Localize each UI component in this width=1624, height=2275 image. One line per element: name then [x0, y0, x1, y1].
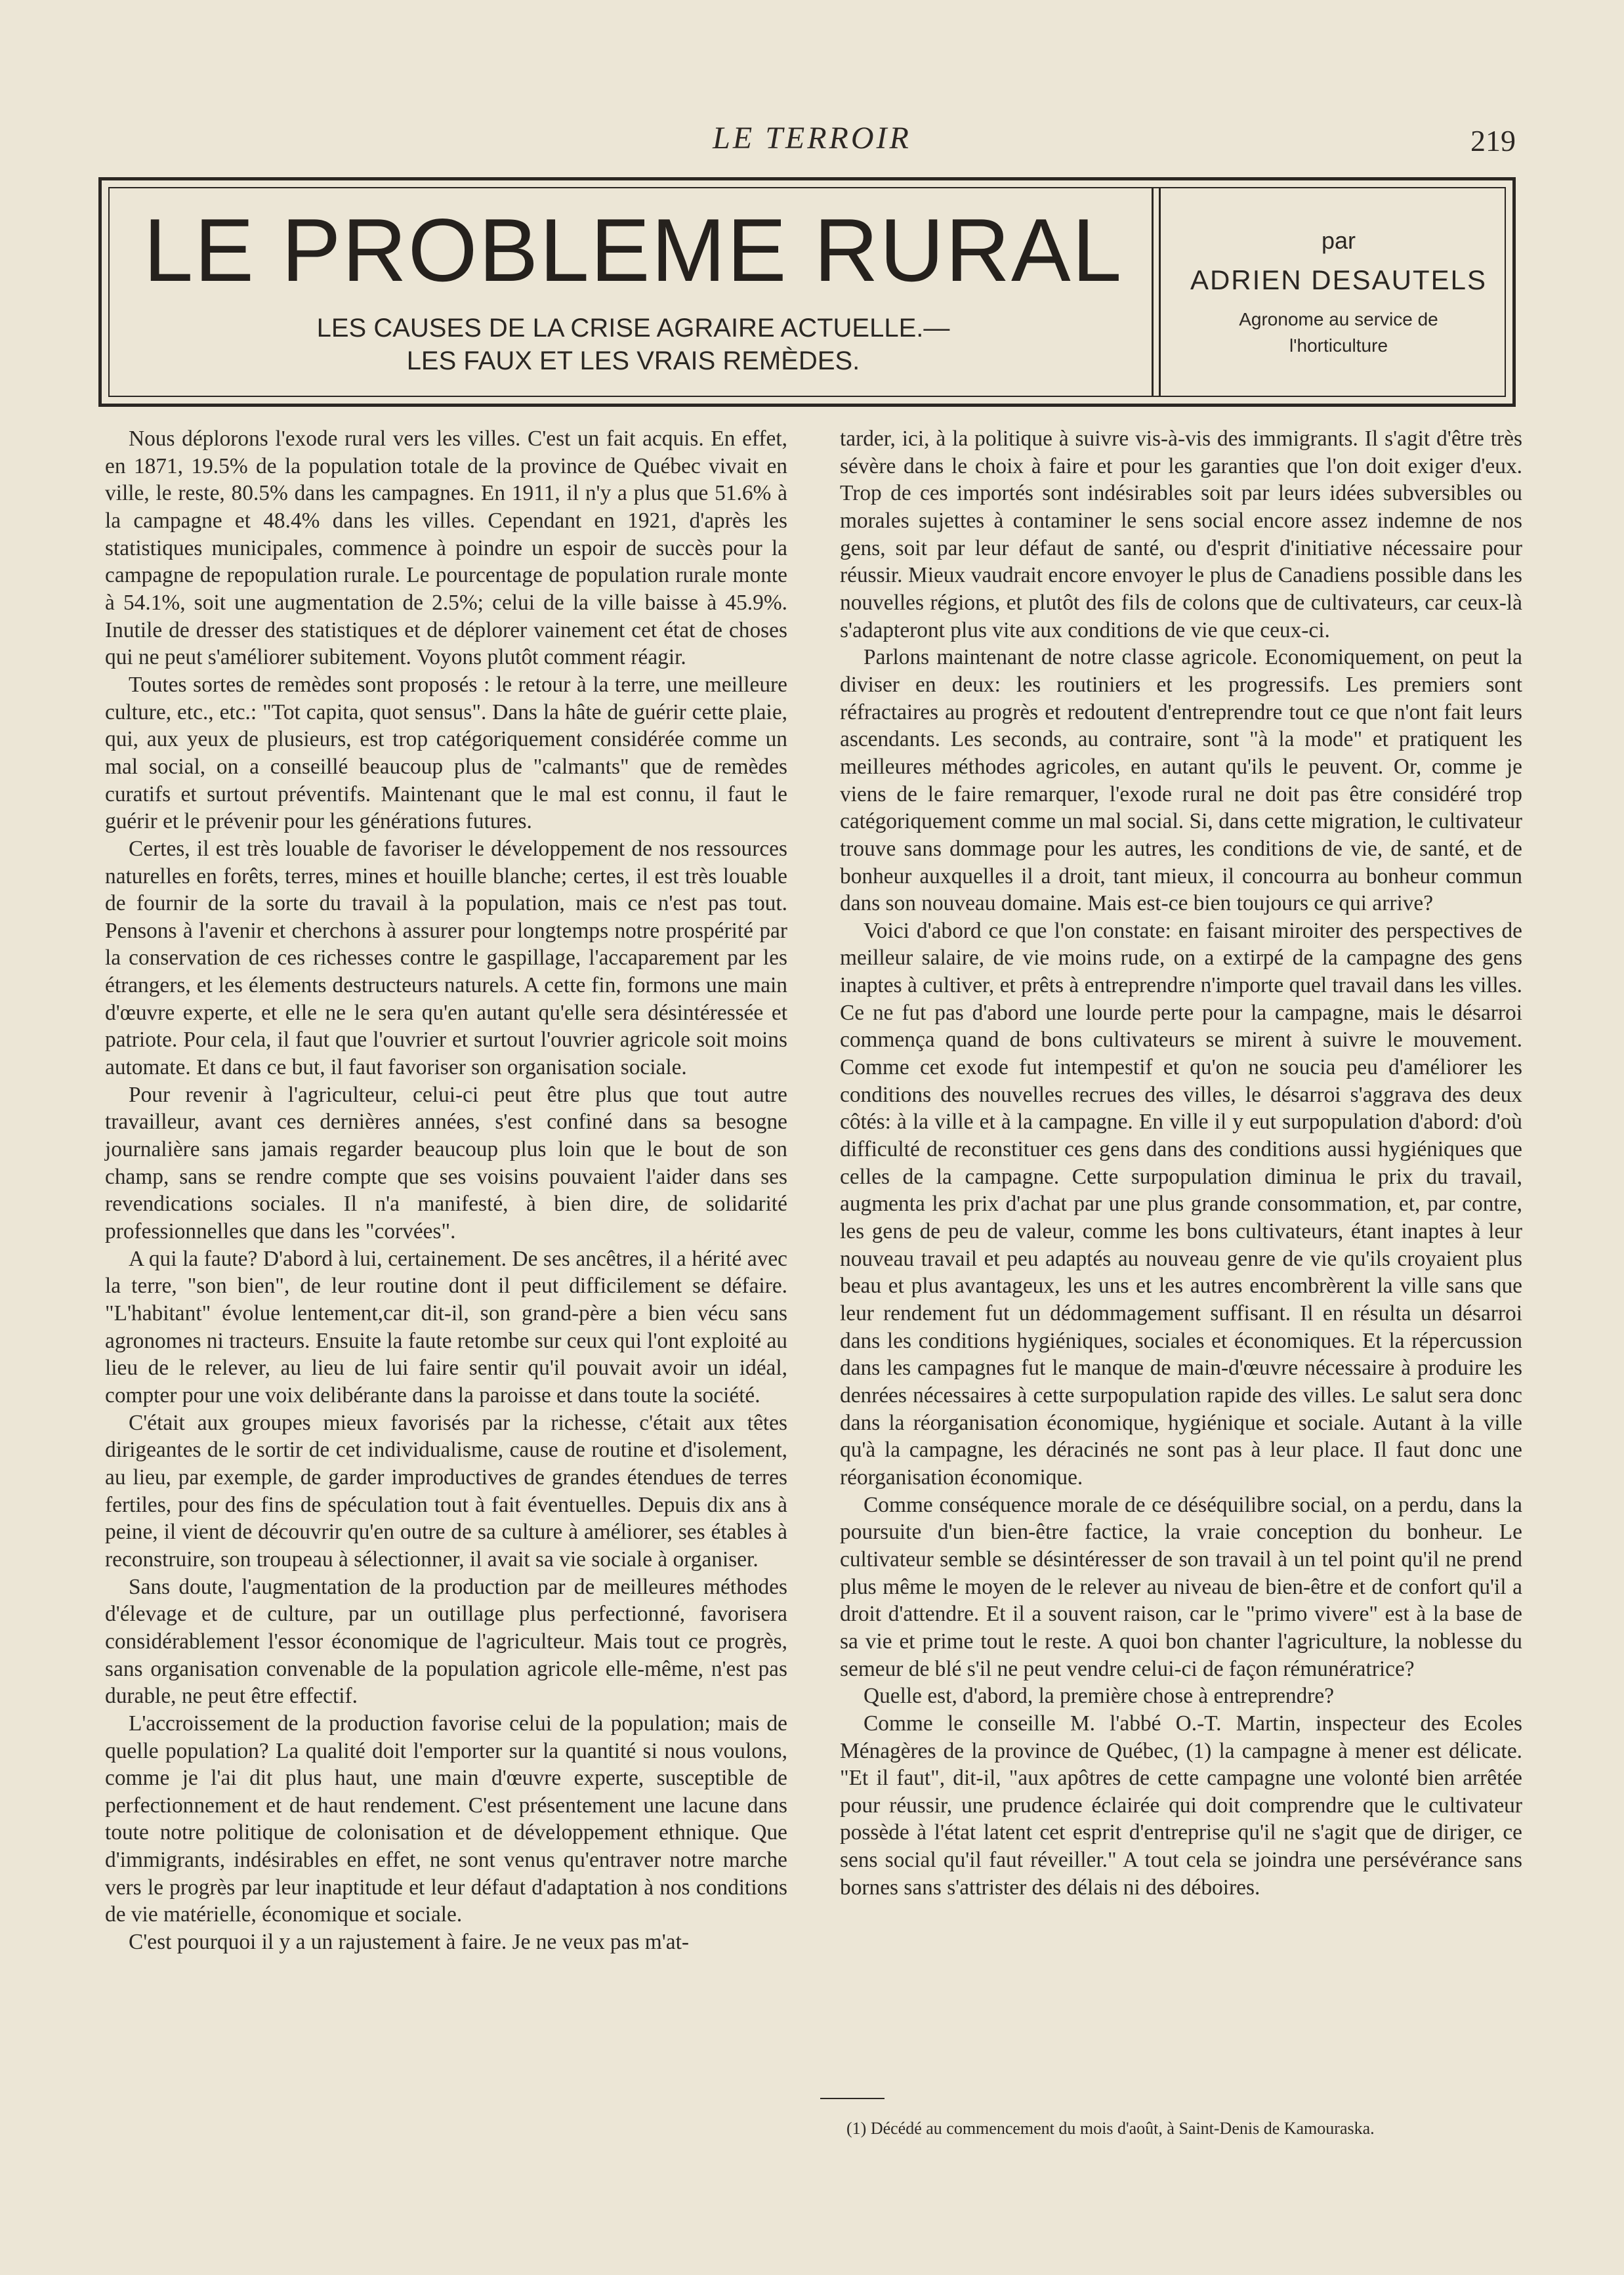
- byline-par: par: [1321, 227, 1356, 254]
- paragraph: Comme le conseille M. l'abbé O.-T. Martin, inspecteur des Ecoles Ménagères de la province de Québec, (1) la campagne à mener est délicate. "Et il faut", dit-il, "aux apôtres de cette campagne une volonté bien arrêtée pour réussir, une prudence éclairée qui doit comprendre que le cultivateur possède à l'état latent cet esprit d'entreprise qu'il ne s'agit que de diriger, ce sens social qu'il faut réveiller." A tout cela se joindra une persévérance sans bornes sans s'attrister des délais ni des déboires.: [840, 1711, 1522, 1900]
- paragraph: C'était aux groupes mieux favorisés par la richesse, c'était aux têtes dirigeantes de le sortir de cet individualisme, cause de routine et d'isolement, au lieu, par exemple, de garder improductives de grandes étendues de terres fertiles, pour des fins de spéculation tout à fait éventuelles. Depuis dix ans à peine, il vient de découvrir qu'en outre de sa culture à améliorer, ses étables à reconstruire, son troupeau à sélectionner, il avait sa vie sociale à organiser.: [105, 1410, 787, 1572]
- paragraph: Nous déplorons l'exode rural vers les villes. C'est un fait acquis. En effet, en 1871, 19.5% de la population totale de la province de Québec vivait en ville, le reste, 80.5% dans les campagnes. En 1911, il n'y a plus que 51.6% à la campagne et 48.4% dans les villes. Cependant en 1921, d'après les statistiques municipales, commence à poindre un espoir de succès pour la campagne de repopulation rurale. Le pourcentage de population rurale monte à 54.1%, soit une augmentation de 2.5%; celui de la ville baisse à 45.9%. Inutile de dresser des statistiques et de déplorer vainement cet état de choses qui ne peut s'améliorer subitement. Voyons plutôt comment réagir.: [105, 427, 787, 670]
- paragraph: C'est pourquoi il y a un rajustement à faire. Je ne veux pas m'at-: [129, 1930, 689, 1955]
- right-column: [840, 425, 1522, 1901]
- paragraph: Voici d'abord ce que l'on constate: en faisant miroiter des perspectives de meilleur salaire, de vie moins rude, on a extirpé de la campagne des gens inaptes à cultiver, et prêts à entreprendre n'importe quel travail dans les villes. Ce ne fut pas d'abord une lourde perte pour la campagne, mais le désarroi commença quand de bons cultivateurs se mirent à suivre le mouvement. Comme cet exode fut intempestif et qu'on ne soucia peu d'améliorer les conditions des nouvelles recrues des villes, le désarroi s'aggrava des deux côtés: à la ville et à la campagne. En ville il y eut surpopulation d'abord: d'où difficulté de reconstituer ces gens dans des conditions aussi hygiéniques que celles de la campagne. Cette surpopulation diminua le prix du travail, augmenta les prix d'achat par une plus grande consommation, et, par contre, les gens de peu de valeur, comme les bons cultivateurs, étant inaptes à leur nouveau travail et peu adaptés au nouveau genre de vie qu'ils croyaient plus beau et plus avantageux, les uns et les autres encombrèrent la ville sans que leur rendement fut un dédommagement suffisant. Il en résulta un désarroi dans les conditions hygiéniques, sociales et économiques. Et la répercussion dans les campagnes fut le manque de main-d'œuvre nécessaire à produire les denrées nécessaires à cette surpopulation rapide des villes. Le salut sera donc dans la réorganisation économique, hygiénique et sociale. Autant à la ville qu'à la campagne, les déracinés ne sont pas à leur place. Il faut donc une réorganisation économique.: [840, 918, 1522, 1490]
- author-name: ADRIEN DESAUTELS: [1190, 264, 1488, 295]
- paragraph: Comme conséquence morale de ce déséquilibre social, on a perdu, dans la poursuite d'un bien-être factice, la vraie conception du bonheur. Le cultivateur semble se désintéresser de son travail à un tel point qu'il ne prend plus même le moyen de le relever au niveau de bien-être et de confort qu'il a droit d'attendre. Et il a souvent raison, car le "primo vivere" est à la base de sa vie et prime tout le reste. A quoi bon chanter l'agriculture, la noblesse du semeur de blé s'il ne peut vendre celui-ci de façon rémunératrice?: [840, 1492, 1522, 1681]
- subtitle-line-2: LES FAUX ET LES VRAIS REMÈDES.: [406, 346, 860, 375]
- author-role-line-2: l'horticulture: [1289, 335, 1388, 356]
- subtitle-line-1: LES CAUSES DE LA CRISE AGRAIRE ACTUELLE.—: [316, 314, 950, 343]
- title-box: [98, 177, 1516, 407]
- paragraph: Parlons maintenant de notre classe agricole. Economiquement, on peut la diviser en deux: les routiniers et les progressifs. Les premiers sont réfractaires au progrès et redoutent d'entreprendre tout ce que n'ont fait leurs ascendants. Les seconds, au contraire, sont "à la mode" et pratiquent les meilleures méthodes agricoles, en autant qu'ils le peuvent. Or, comme je viens de le faire remarquer, l'exode rural ne doit pas être considéré trop catégoriquement comme un mal social. Si, dans cette migration, le cultivateur trouve sans dommage pour les autres, les conditions de vie, de santé, et de bonheur auxquelles il a droit, tant mieux, il concourra au bonheur commun dans son nouveau domaine. Mais est-ce bien toujours ce qui arrive?: [840, 645, 1522, 916]
- page-number: 219: [1470, 124, 1516, 157]
- paragraph: L'accroissement de la production favorise celui de la population; mais de quelle population? La qualité doit l'emporter sur la quantité si nous voulons, comme je l'ai dit plus haut, une main d'œuvre experte, susceptible de perfectionnement et de haut rendement. C'est présentement une lacune dans toute notre politique de colonisation et de développement ethnique. Que d'immigrants, indésirables en effet, ne sont venus qu'entraver notre marche vers le progrès par leur inaptitude et leur défaut d'adaptation à nos conditions de vie matérielle, économique et sociale.: [105, 1711, 787, 1927]
- title-box-divider: [1152, 187, 1161, 397]
- author-role: [1168, 306, 1509, 359]
- paragraph: Toutes sortes de remèdes sont proposés : le retour à la terre, une meilleure culture, etc., etc.: "Tot capita, quot sensus". Dans la hâte de guérir cette plaie, qui, aux yeux de plusieurs, est trop catégoriquement considérée comme un mal social, on a conseillé beaucoup plus de "calmants" que de remèdes curatifs et surtout préventifs. Maintenant que le mal est connu, il faut le guérir et le prévenir pour les générations futures.: [105, 672, 787, 834]
- article-subtitle: [121, 312, 1145, 377]
- paragraph-continuation: tarder, ici, à la politique à suivre vis-à-vis des immigrants. Il s'agit d'être très sévère dans le choix à faire et pour les garanties que l'on doit exiger d'eux. Trop de ces importés sont indésirables soit par leurs idées subversibles ou morales sujettes à contaminer le sens social encore assez indemne de nos gens, soit par leur défaut de santé, ou d'esprit d'initiative nécessaire pour réussir. Mieux vaudrait encore envoyer le plus de Canadiens possible dans les nouvelles régions, et plutôt des fils de colons que de cultivateurs, car ceux-là s'adapteront plus vite aux conditions de vie que ceux-ci.: [840, 427, 1522, 642]
- paragraph: Quelle est, d'abord, la première chose à entreprendre?: [864, 1684, 1335, 1709]
- author-role-line-1: Agronome au service de: [1239, 309, 1438, 329]
- paragraph: A qui la faute? D'abord à lui, certainement. De ses ancêtres, il a hérité avec la terre, "son bien", de leur routine dont il peut difficilement se défaire. "L'habitant" évolue lentement,car dit-il, son grand-père a bien vécu sans agronomes ni tracteurs. Ensuite la faute retombe sur ceux qui l'ont exploité au lieu de le relever, au lieu de lui faire sentir qu'il pouvait avoir un idéal, compter pour une voix delibérante dans la paroisse et dans toute la société.: [105, 1246, 787, 1408]
- article-title: LE PROBLEME RURAL: [143, 200, 1123, 300]
- paragraph: Sans doute, l'augmentation de la production par de meilleures méthodes d'élevage et de culture, par un outillage plus perfectionné, favorisera considérablement l'essor économique de l'agriculteur. Mais tout ce progrès, sans organisation convenable de la population agricole elle-même, n'est pas durable, ne peut être effectif.: [105, 1574, 787, 1709]
- left-column: [105, 425, 787, 1956]
- footnote: (1) Décédé au commencement du mois d'août, à Saint-Denis de Kamouraska.: [846, 2119, 1375, 2138]
- footnote-rule: [820, 2098, 885, 2099]
- paragraph: Certes, il est très louable de favoriser le développement de nos ressources naturelles en forêts, terres, mines et houille blanche; certes, il est très louable de fournir de la sorte du travail à la population, mais ce n'est pas tout. Pensons à l'avenir et cherchons à assurer pour longtemps notre prospérité par la conservation de ces richesses contre le gaspillage, l'accaparement par les étrangers, et les élements destructeurs naturels. A cette fin, formons une main d'œuvre experte, et elle ne le sera qu'en autant qu'elle sera désintéressée et patriote. Pour cela, il faut que l'ouvrier et surtout l'ouvrier agricole soit moins automate. Et dans ce but, il faut favoriser son organisation sociale.: [105, 836, 787, 1080]
- paragraph: Pour revenir à l'agriculteur, celui-ci peut être plus que tout autre travailleur, avant ces dernières années, s'est confiné dans sa besogne journalière sans jamais regarder beaucoup plus loin que le bout de son champ, sans se rendre compte que ses voisins pouvaient l'aider dans ses revendications sociales. Il n'a manifesté, à bien dire, de solidarité professionnelles que dans les "corvées".: [105, 1082, 787, 1244]
- running-title: LE TERROIR: [713, 121, 911, 156]
- byline: [1168, 226, 1509, 359]
